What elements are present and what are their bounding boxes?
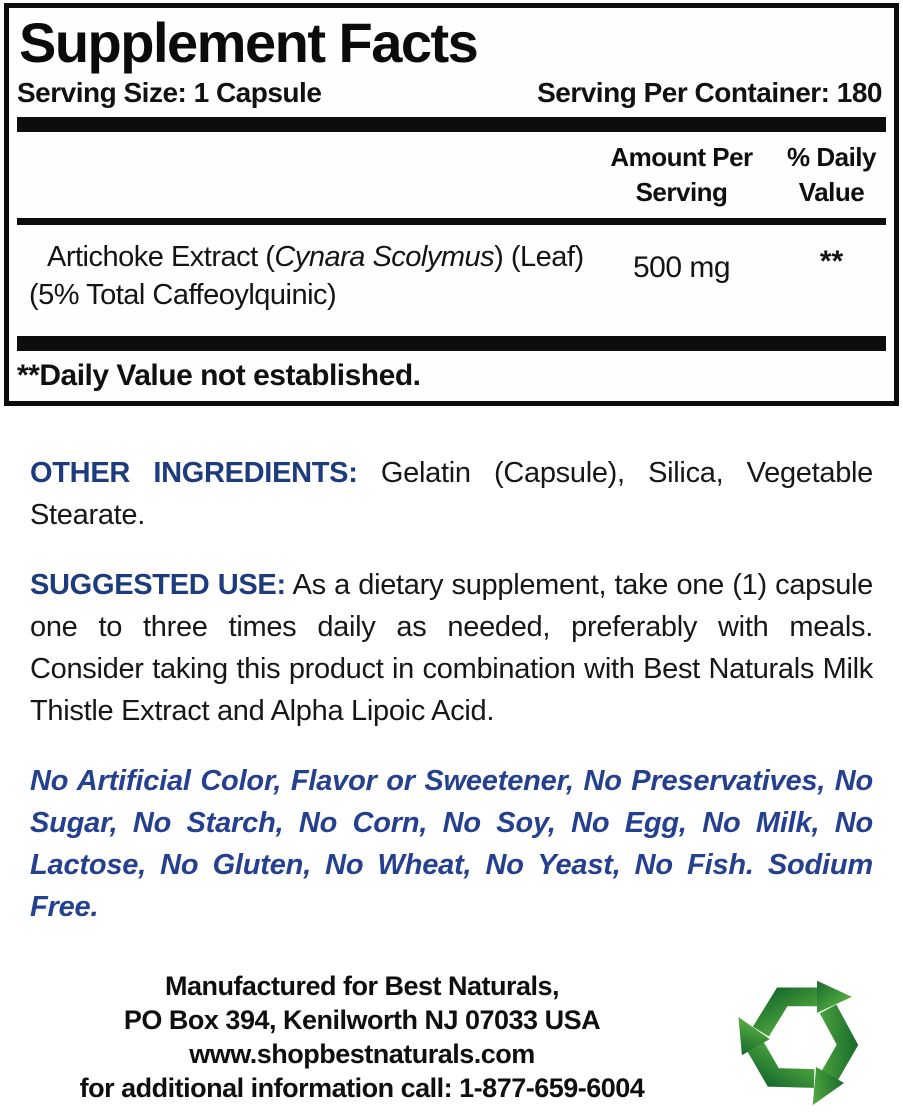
manufacturer-address: PO Box 394, Kenilworth NJ 07033 USA [123,1005,601,1036]
footer [0,962,903,1112]
supplement-label-page [0,3,903,1112]
daily-value-footnote: **Daily Value not established. [17,359,421,393]
column-header-amount: Amount Per Serving [610,141,753,207]
facts-title: Supplement Facts [19,11,478,74]
serving-size: Serving Size: 1 Capsule [17,76,322,108]
divider-medium [17,218,886,225]
ingredient-daily-value: ** [819,244,844,278]
suggested-use-label: SUGGESTED USE: [30,569,286,602]
other-ingredients-text: Gelatin (Capsule), Silica, Vegetable Stearate. [30,457,873,532]
ingredient-standardization: (5% Total Caffeoylquinic) [29,278,337,311]
manufacturer-phone: for additional information call: 1-877-659-6004 [79,1073,645,1104]
divider-thick-top [17,117,886,132]
manufacturer-block [0,969,698,1105]
manufacturer-line: Manufactured for Best Naturals, [164,971,560,1002]
serving-info-row [9,73,894,117]
ingredient-row [9,225,894,336]
column-header-daily-value: % Daily Value [787,141,876,207]
ingredient-amount: 500 mg [632,250,731,284]
servings-per-container: Serving Per Container: 180 [537,76,882,108]
column-header-row [9,132,894,218]
ingredient-latin-name: Cynara Scolymus [274,240,495,273]
other-ingredients-label: OTHER INGREDIENTS: [30,457,358,490]
claims-paragraph: No Artificial Color, Flavor or Sweetener, No Preservatives, No Sugar, No Starch, No Corn, No Soy, No Egg, No Milk, No Lactose, No Gluten, No Wheat, No Yeast, No Fish. Sodium Free. [30,765,873,924]
divider-thick-bottom [17,336,886,351]
supplement-facts-panel [4,3,899,406]
other-ingredients-paragraph [0,452,903,536]
recycle-icon [698,962,903,1112]
suggested-use-text: As a dietary supplement, take one (1) capsule one to three times daily as needed, preferably with meals. Consider taking this product in combination with Best Naturals Milk Thistle Extract and Alpha Lipoic Acid. [30,569,873,728]
ingredient-name: Artichoke Extract (Cynara Scolymus) (Leaf) [47,240,584,273]
suggested-use-paragraph [0,564,903,732]
manufacturer-website: www.shopbestnaturals.com [189,1039,535,1070]
